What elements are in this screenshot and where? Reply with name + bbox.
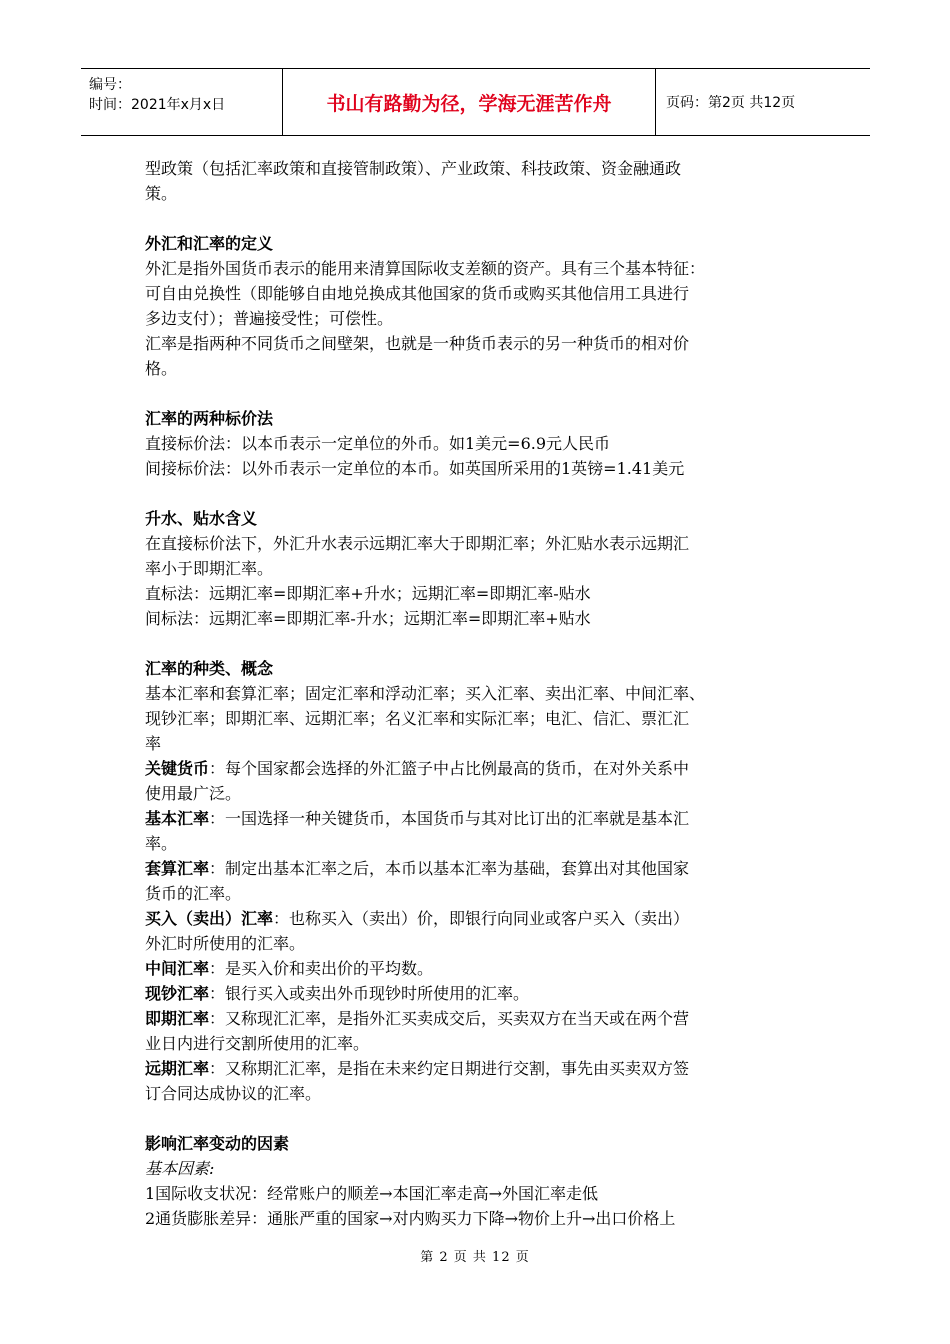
text-line: 2通货膨胀差异：通胀严重的国家→对内购买力下降→物价上升→出口价格上 <box>145 1209 676 1228</box>
term: 中间汇率 <box>145 959 210 978</box>
definition-line <box>145 906 825 931</box>
definition: ：一国选择一种关键货币，本国货币与其对比订出的汇率就是基本汇 <box>209 809 690 828</box>
text-line: 汇率是指两种不同货币之间壁架，也就是一种货币表示的另一种货币的相对价 <box>145 334 690 353</box>
term: 远期汇率 <box>145 1059 210 1078</box>
definition-line <box>145 1006 825 1031</box>
text-line: 基本汇率和套算汇率；固定汇率和浮动汇率；买入汇率、卖出汇率、中间汇率、 <box>145 684 706 703</box>
term: 买入（卖出）汇率 <box>145 909 274 928</box>
definition-line <box>145 981 825 1006</box>
definition: ：也称买入（卖出）价，即银行向同业或客户买入（卖出） <box>273 909 690 928</box>
page-header <box>81 68 870 136</box>
text-line: 型政策（包括汇率政策和直接管制政策）、产业政策、科技政策、资金融通政 <box>145 159 682 178</box>
section-title: 影响汇率变动的因素 <box>145 1134 290 1153</box>
text-line: 多边支付）；普遍接受性；可偿性。 <box>145 309 394 328</box>
header-page-code: 页码：第2页 共12页 <box>666 95 796 111</box>
text-line: 直标法：远期汇率=即期汇率+升水；远期汇率=即期汇率-贴水 <box>145 584 591 603</box>
term: 套算汇率 <box>145 859 210 878</box>
text-line: 间接标价法：以外币表示一定单位的本币。如英国所采用的1英镑=1.41美元 <box>145 459 685 478</box>
text-line: 率 <box>145 734 162 753</box>
section-title: 外汇和汇率的定义 <box>145 234 274 253</box>
definition-line <box>145 806 825 831</box>
definition-line <box>145 756 825 781</box>
text-line: 间标法：远期汇率=即期汇率-升水；远期汇率=即期汇率+贴水 <box>145 609 591 628</box>
text-line: 订合同达成协议的汇率。 <box>145 1084 322 1103</box>
text-line: 货币的汇率。 <box>145 884 242 903</box>
term: 关键货币 <box>145 759 210 778</box>
text-line: 外汇时所使用的汇率。 <box>145 934 306 953</box>
term: 现钞汇率 <box>145 984 210 1003</box>
text-line: 在直接标价法下，外汇升水表示远期汇率大于即期汇率；外汇贴水表示远期汇 <box>145 534 690 553</box>
definition: ：是买入价和卖出价的平均数。 <box>209 959 434 978</box>
text-line: 率小于即期汇率。 <box>145 559 274 578</box>
text-line: 直接标价法：以本币表示一定单位的外币。如1美元=6.9元人民币 <box>145 434 611 453</box>
definition: ：银行买入或卖出外币现钞时所使用的汇率。 <box>209 984 530 1003</box>
text-line: 业日内进行交割所使用的汇率。 <box>145 1034 370 1053</box>
definition-line <box>145 956 825 981</box>
header-left-cell <box>81 69 283 135</box>
subsection-label: 基本因素: <box>145 1159 215 1178</box>
text-line: 策。 <box>145 184 178 203</box>
text-line: 格。 <box>145 359 178 378</box>
term: 即期汇率 <box>145 1009 210 1028</box>
section-title: 汇率的两种标价法 <box>145 409 274 428</box>
definition-line <box>145 1056 825 1081</box>
text-line: 外汇是指外国货币表示的能用来清算国际收支差额的资产。具有三个基本特征： <box>145 259 706 278</box>
number-label: 编号： <box>89 77 131 93</box>
definition: ：制定出基本汇率之后，本币以基本汇率为基础，套算出对其他国家 <box>209 859 690 878</box>
page-footer: 第 2 页 共 12 页 <box>420 1250 530 1265</box>
term: 基本汇率 <box>145 809 210 828</box>
header-motto: 书山有路勤为径，学海无涯苦作舟 <box>283 69 656 135</box>
definition-line <box>145 856 825 881</box>
definition: ：又称现汇汇率，是指外汇买卖成交后，买卖双方在当天或在两个营 <box>209 1009 690 1028</box>
definition: ：又称期汇汇率，是指在未来约定日期进行交割，事先由买卖双方签 <box>209 1059 690 1078</box>
text-line: 1国际收支状况：经常账户的顺差→本国汇率走高→外国汇率走低 <box>145 1184 598 1203</box>
date-line: 时间：2021年x月x日 <box>89 97 226 113</box>
text-line: 现钞汇率；即期汇率、远期汇率；名义汇率和实际汇率；电汇、信汇、票汇汇 <box>145 709 690 728</box>
section-title: 升水、贴水含义 <box>145 509 258 528</box>
text-line: 可自由兑换性（即能够自由地兑换成其他国家的货币或购买其他信用工具进行 <box>145 284 690 303</box>
text-line: 率。 <box>145 834 178 853</box>
text-line: 使用最广泛。 <box>145 784 242 803</box>
section-title: 汇率的种类、概念 <box>145 659 274 678</box>
definition: ：每个国家都会选择的外汇篮子中占比例最高的货币，在对外关系中 <box>209 759 690 778</box>
document-body <box>145 156 825 1231</box>
